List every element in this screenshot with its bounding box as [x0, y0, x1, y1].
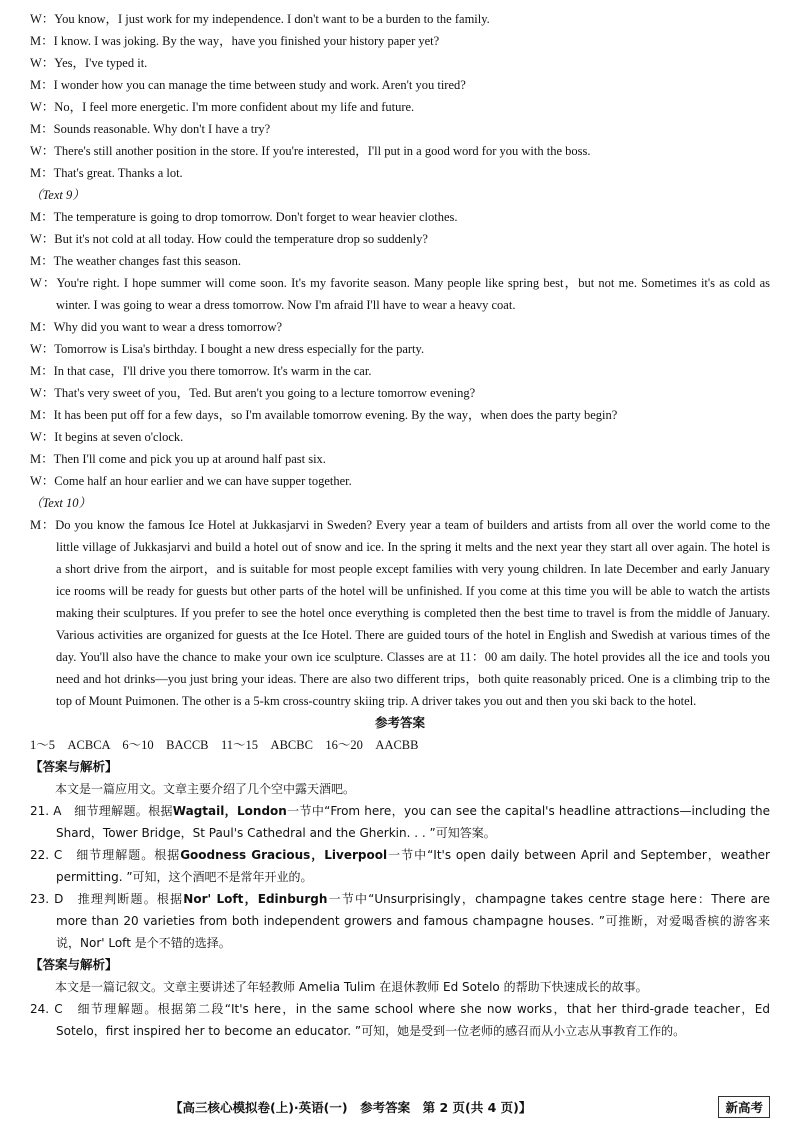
dialogue-line: W：No，I feel more energetic. I'm more confident about my life and future.	[30, 100, 415, 114]
explanation-prefix: 推理判断题。根据	[77, 892, 184, 906]
dialogue-line: M：Why did you want to wear a dress tomorrow?	[30, 320, 283, 334]
dialogue-line: W：That's very sweet of you，Ted. But aren't you going to a lecture tomorrow evening?	[30, 386, 476, 400]
dialogue-line: W：There's still another position in the store. If you're interested，I'll put in a good word for you with the boss.	[30, 144, 591, 158]
question-number: 21. A	[30, 804, 62, 818]
dialogue-line: M：That's great. Thanks a lot.	[30, 166, 183, 180]
text10-label: （Text 10）	[30, 496, 91, 510]
section-name: Goodness Gracious，Liverpool	[180, 848, 388, 862]
section-name: Wagtail，London	[172, 804, 287, 818]
explanation-prefix: 细节理解题。根据	[74, 804, 173, 818]
text9-dialogue	[30, 206, 770, 492]
explanation-prefix: 细节理解题。根据	[76, 848, 181, 862]
question-24-explanation	[30, 998, 770, 1042]
question-21-explanation	[30, 800, 770, 844]
dialogue-line: W：You're right. I hope summer will come soon. It's my favorite season. Many people like spring best，but not me. Sometimes it's as cold as winter. I was going to wear a dress tomorrow. Now I'm afraid I'll have to wear a heavy coat.	[30, 276, 770, 312]
analysis-heading: 【答案与解析】	[30, 759, 118, 774]
question-number: 24. C	[30, 1002, 63, 1016]
text10-monologue: M：Do you know the famous Ice Hotel at Jukkasjarvi in Sweden? Every year a team of builders and artists from all over the world come to the little village of Jukkasjarvi and build a hotel out of snow and ice. In the spring it melts and the next year they start all over again. The hotel is a short drive from the airport，and is suitable for most people except families with very young children. In late December and early January ice rooms will be ready for guests but other parts of the hotel will be unfinished. If you come at this time you will be able to watch the artists making their sculptures. If you prefer to see the hotel once everything is completed then the best time to travel is from the middle of January. Various activities are organized for guests at the Ice Hotel. There are guided tours of the hotel in English and Swedish at various times of the day. You'll also have the chance to make your own ice sculpture. Classes are at 11：00 am daily. The hotel provides all the ice and tools you need and hot drinks—you just bring your ideas. There are also two different trips，both quite reasonably priced. One is a climbing trip to the top of Mount Puimonen. The other is a 5-km cross-country skiing trip. A driver takes you out and then you ski back to the hotel.	[30, 518, 770, 708]
dialogue-line: M：The temperature is going to drop tomorrow. Don't forget to wear heavier clothes.	[30, 210, 458, 224]
dialogue-line: W：Come half an hour earlier and we can have supper together.	[30, 474, 352, 488]
dialogue-line: W：It begins at seven o'clock.	[30, 430, 184, 444]
dialogue-line: M：Then I'll come and pick you up at around half past six.	[30, 452, 326, 466]
passage-summary: 本文是一篇记叙文。文章主要讲述了年轻教师 Amelia Tulim 在退休教师 Ed Sotelo 的帮助下快速成长的故事。	[55, 980, 648, 994]
explanation-text: 细节理解题。根据第二段“It's here，in the same school where she now works，that her third-grade teacher，Ed Sotelo，first inspired her to become an educator. ”可知，她是受到一位老师的感召而从小立志从事教育工作的。	[56, 1002, 770, 1038]
answers-line: 1～5 ACBCA 6～10 BACCB 11～15 ABCBC 16～20 AACBB	[30, 738, 419, 752]
explanation-text: 一节中“It's open daily between April and September，weather permitting. ”可知，这个酒吧不是常年开业的。	[56, 848, 770, 884]
dialogue-line: W：Yes，I've typed it.	[30, 56, 148, 70]
text9-label: （Text 9）	[30, 188, 85, 202]
dialogue-line: W：You know，I just work for my independence. I don't want to be a burden to the family.	[30, 12, 490, 26]
exam-type-badge: 新高考	[718, 1096, 770, 1118]
answers-title: 参考答案	[374, 715, 425, 730]
dialogue-line: M：I wonder how you can manage the time between study and work. Aren't you tired?	[30, 78, 466, 92]
passage-summary: 本文是一篇应用文。文章主要介绍了几个空中露天酒吧。	[55, 782, 356, 796]
analysis-heading: 【答案与解析】	[30, 957, 118, 972]
footer-text: 【高三核心模拟卷(上)·英语(一) 参考答案 第 2 页(共 4 页)】	[170, 1100, 532, 1115]
page-content	[30, 8, 770, 1042]
question-number: 22. C	[30, 848, 63, 862]
page-footer	[0, 1096, 800, 1120]
dialogue-line: W：But it's not cold at all today. How could the temperature drop so suddenly?	[30, 232, 428, 246]
dialogue-line: M：The weather changes fast this season.	[30, 254, 242, 268]
dialogue-line: M：In that case，I'll drive you there tomorrow. It's warm in the car.	[30, 364, 372, 378]
question-23-explanation	[30, 888, 770, 954]
dialogue-line: M：I know. I was joking. By the way，have you finished your history paper yet?	[30, 34, 440, 48]
question-22-explanation	[30, 844, 770, 888]
section-name: Nor' Loft，Edinburgh	[183, 892, 328, 906]
explanation-text: 一节中“Unsurprisingly，champagne takes centre stage here：There are more than 20 varieties from both independent growers and famous champagne houses. ”可推断，对爱喝香槟的游客来说，Nor' Loft 是个不错的选择。	[56, 892, 770, 950]
dialogue-line: W：Tomorrow is Lisa's birthday. I bought a new dress especially for the party.	[30, 342, 425, 356]
dialogue-line: M：Sounds reasonable. Why don't I have a try?	[30, 122, 271, 136]
text8-dialogue	[30, 8, 770, 184]
dialogue-line: M：It has been put off for a few days，so I'm available tomorrow evening. By the way，when does the party begin?	[30, 408, 618, 422]
question-number: 23. D	[30, 892, 64, 906]
explanation-text: 一节中“From here，you can see the capital's headline attractions—including the Shard，Tower Bridge，St Paul's Cathedral and the Gherkin. . . ”可知答案。	[56, 804, 771, 840]
